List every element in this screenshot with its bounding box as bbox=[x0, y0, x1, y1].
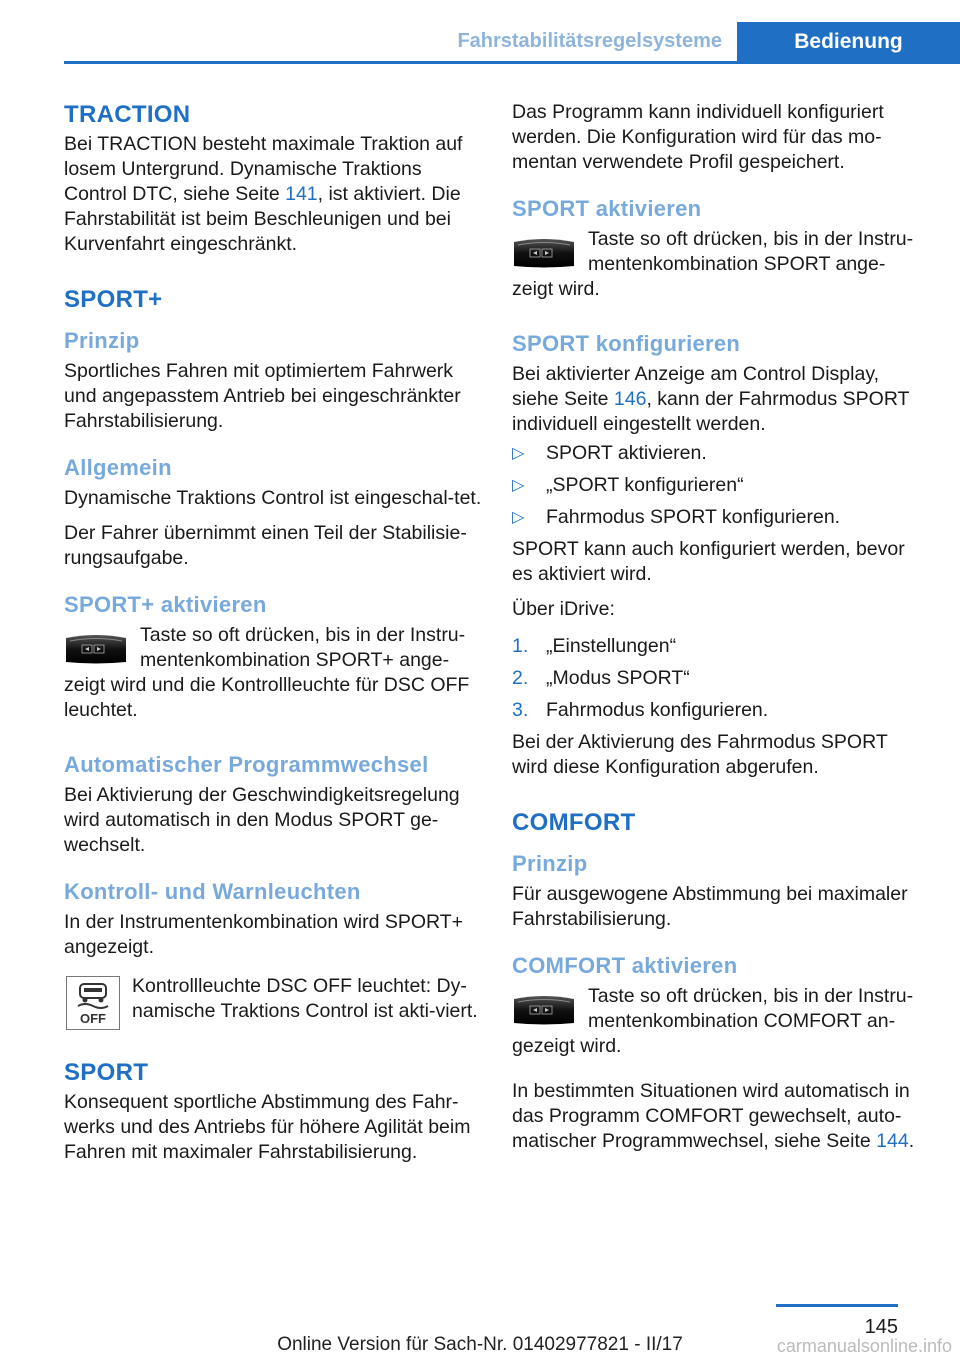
allgemein-paragraph-1: Dynamische Traktions Control ist eingeschal‐tet. bbox=[64, 487, 482, 509]
heading-sport: SPORT bbox=[64, 1059, 149, 1086]
drive-mode-button-icon bbox=[64, 632, 128, 665]
heading-comfort-aktivieren: COMFORT aktivieren bbox=[512, 953, 738, 978]
page-header bbox=[64, 0, 960, 64]
prinzip-paragraph: Sportliches Fahren mit optimiertem Fahrwerk und angepasstem Antrieb bei eingeschränkter Fahrstabilisierung. bbox=[64, 360, 461, 432]
heading-sportplus-aktivieren: SPORT+ aktivieren bbox=[64, 592, 267, 617]
page-link-146[interactable]: 146 bbox=[613, 388, 647, 410]
comfort-prinzip-paragraph: Für ausgewogene Abstimmung bei maximaler Fahrstabilisierung. bbox=[512, 883, 908, 930]
allgemein-paragraph-2: Der Fahrer übernimmt einen Teil der Stabilisie‐rungsaufgabe. bbox=[64, 522, 467, 569]
drive-mode-button-icon bbox=[512, 236, 576, 269]
heading-comfort: COMFORT bbox=[512, 809, 636, 836]
heading-traction: TRACTION bbox=[64, 101, 191, 128]
sportplus-activate-text: Taste so oft drücken, bis in der Instru‐mentenkombination SPORT+ ange‐zeigt wird und die Kontrollleuchte für DSC OFF leuchtet. bbox=[64, 624, 470, 721]
list-item: ▷ Fahrmodus SPORT konfigurieren. bbox=[512, 506, 841, 528]
auto-paragraph: Bei Aktivierung der Geschwindigkeitsregelung wird automatisch in den Modus SPORT ge‐wechselt. bbox=[64, 784, 460, 856]
conf-note: SPORT kann auch konfiguriert werden, bevor es aktiviert wird. bbox=[512, 538, 905, 585]
sportplus-activate-block bbox=[64, 623, 484, 723]
sport-activate-block bbox=[512, 227, 926, 302]
right-column bbox=[512, 100, 926, 1154]
dsc-off-text: Kontrollleuchte DSC OFF leuchtet: Dy‐namische Traktions Control ist akti‐viert. bbox=[132, 975, 478, 1022]
footer-rule bbox=[776, 1304, 898, 1307]
header-rule bbox=[64, 61, 960, 64]
left-column bbox=[64, 100, 484, 1165]
list-item: ▷ „SPORT konfigurieren“ bbox=[512, 474, 744, 496]
section-title: Fahrstabilitätsregelsysteme bbox=[457, 30, 722, 52]
watermark: carmanualsonline.info bbox=[776, 1336, 952, 1356]
heading-comfort-prinzip: Prinzip bbox=[512, 851, 588, 876]
dsc-off-indicator bbox=[64, 974, 484, 1030]
heading-kontroll-warnleuchten: Kontroll- und Warnleuchten bbox=[64, 879, 361, 904]
online-version-footer: Online Version für Sach-Nr. 01402977821 - II/17 bbox=[277, 1334, 683, 1355]
kontroll-paragraph: In der Instrumentenkombination wird SPORT+ angezeigt. bbox=[64, 911, 464, 958]
list-item: 3. Fahrmodus konfigurieren. bbox=[512, 699, 769, 721]
bullet-triangle-icon: ▷ bbox=[512, 477, 525, 494]
traction-paragraph: Bei TRACTION besteht maximale Traktion auf losem Untergrund. Dynamische Traktions Control DTC, siehe Seite 141, ist aktiviert. Die Fahrstabilität ist beim Beschleunigen und bei Kurvenfahrt eingeschränkt. bbox=[64, 133, 463, 255]
heading-auto-programmwechsel: Automatischer Programmwechsel bbox=[64, 752, 429, 777]
list-item: ▷ SPORT aktivieren. bbox=[512, 442, 707, 464]
idrive-steps bbox=[512, 634, 926, 723]
list-item: 2. „Modus SPORT“ bbox=[512, 667, 690, 689]
bullet-triangle-icon: ▷ bbox=[512, 445, 525, 462]
heading-prinzip: Prinzip bbox=[64, 328, 140, 353]
sport-conf-paragraph: Bei aktivierter Anzeige am Control Display, siehe Seite 146, kann der Fahrmodus SPORT individuell eingestellt werden. bbox=[512, 363, 910, 435]
page-link-144[interactable]: 144 bbox=[876, 1130, 909, 1152]
comfort-auto-paragraph: In bestimmten Situationen wird automatisch in das Programm COMFORT gewechselt, auto‐matischer Programmwechsel, siehe Seite 144. bbox=[512, 1080, 915, 1152]
list-item: 1. „Einstellungen“ bbox=[512, 635, 677, 657]
heading-sport-konfigurieren: SPORT konfigurieren bbox=[512, 331, 741, 356]
dsc-off-icon bbox=[66, 976, 120, 1030]
heading-sport-aktivieren: SPORT aktivieren bbox=[512, 196, 702, 221]
svg-text:OFF: OFF bbox=[80, 1011, 106, 1026]
comfort-activate-block bbox=[512, 984, 926, 1059]
chapter-tab[interactable]: Bedienung bbox=[737, 22, 960, 62]
page-link-141[interactable]: 141 bbox=[285, 183, 318, 205]
sport-activate-text: Taste so oft drücken, bis in der Instru‐mentenkombination SPORT ange‐zeigt wird. bbox=[512, 228, 914, 300]
comfort-activate-text: Taste so oft drücken, bis in der Instru‐mentenkombination COMFORT an‐gezeigt wird. bbox=[512, 985, 914, 1057]
bullet-triangle-icon: ▷ bbox=[512, 509, 525, 526]
sport-conf-bullets bbox=[512, 441, 926, 530]
heading-allgemein: Allgemein bbox=[64, 455, 172, 480]
idrive-label: Über iDrive: bbox=[512, 598, 615, 620]
conf-result: Bei der Aktivierung des Fahrmodus SPORT wird diese Konfiguration abgerufen. bbox=[512, 731, 888, 778]
intro-paragraph: Das Programm kann individuell konfiguriert werden. Die Konfiguration wird für das mo‐mentan verwendete Profil gespeichert. bbox=[512, 101, 884, 173]
sport-paragraph: Konsequent sportliche Abstimmung des Fahr‐werks und des Antriebs für höhere Agilität beim Fahren mit maximaler Fahrstabilisierung. bbox=[64, 1091, 471, 1163]
heading-sportplus: SPORT+ bbox=[64, 286, 163, 313]
drive-mode-button-icon bbox=[512, 993, 576, 1026]
page-number: 145 bbox=[864, 1316, 898, 1338]
